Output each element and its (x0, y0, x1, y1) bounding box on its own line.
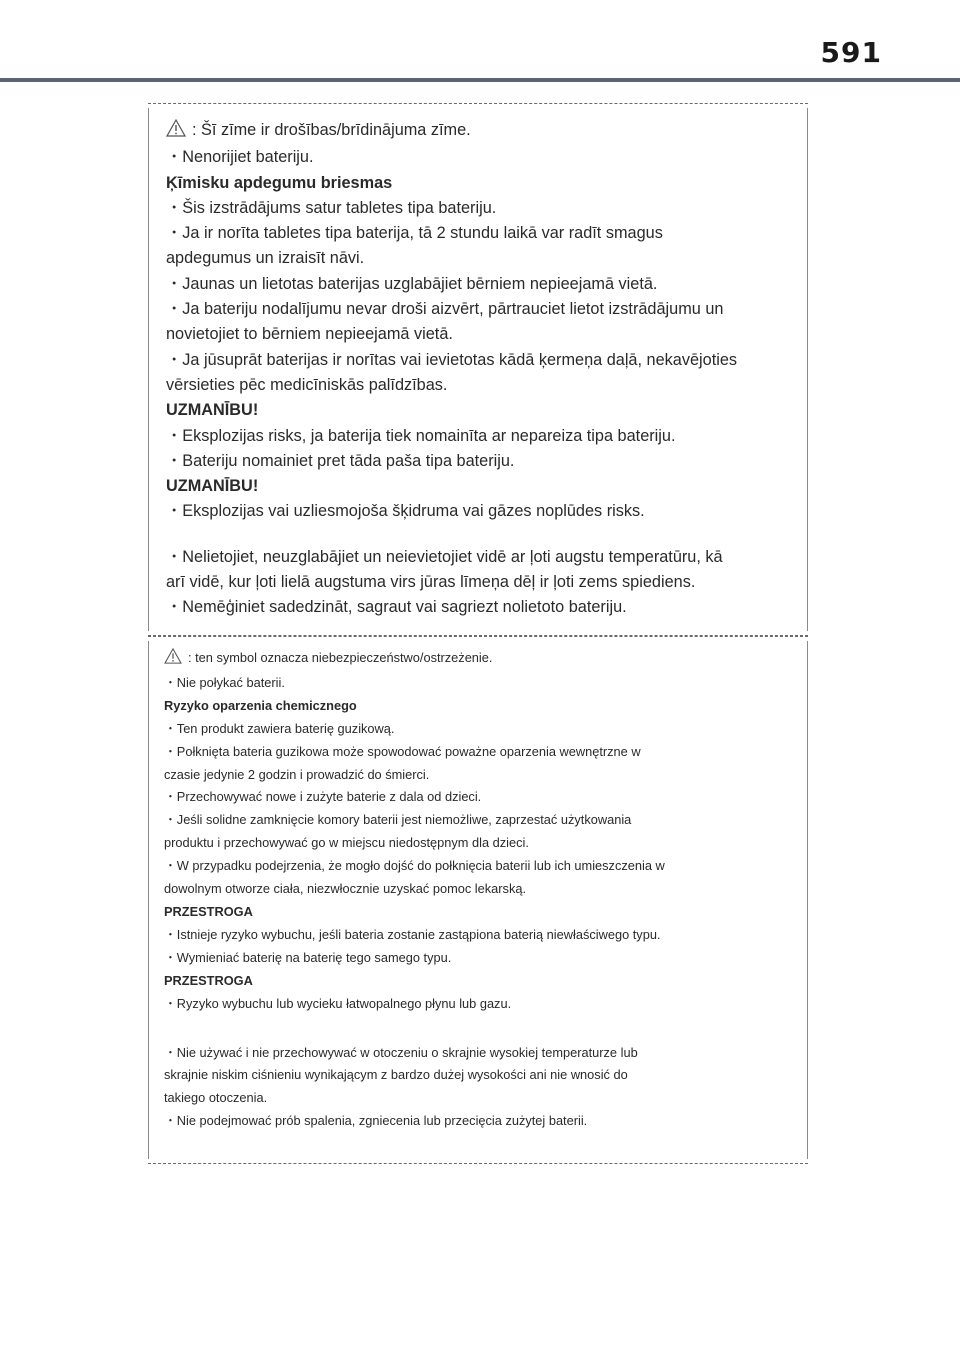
line-text: UZMANĪBU! (166, 401, 259, 420)
text-line (164, 718, 788, 741)
text-line (166, 145, 788, 170)
line-text: : Šī zīme ir drošības/brīdinājuma zīme. (192, 121, 471, 139)
line-text: takiego otoczenia. (164, 1090, 268, 1106)
text-line (164, 741, 788, 764)
warning-symbol-line (166, 118, 788, 145)
line-text: PRZESTROGA (164, 903, 253, 919)
line-text: arī vidē, kur ļoti lielā augstuma virs jūras līmeņa dēļ ir ļoti zems spiediens. (166, 573, 696, 592)
latvian-warning-panel (148, 103, 808, 636)
warning-triangle-icon (164, 648, 182, 672)
page-number: 591 (820, 36, 882, 69)
line-text: ・Wymieniać baterię na baterię tego samego typu. (164, 949, 452, 965)
line-text: apdegumus un izraisīt nāvi. (166, 249, 365, 268)
line-text: ・Šis izstrādājums satur tabletes tipa bateriju. (166, 198, 497, 217)
text-line (164, 878, 788, 901)
line-text: ・Bateriju nomainiet pret tāda paša tipa bateriju. (166, 451, 515, 470)
line-text: Ryzyko oparzenia chemicznego (164, 697, 357, 713)
line-text: ・Nie używać i nie przechowywać w otoczeniu o skrajnie wysokiej temperaturze lub (164, 1044, 638, 1060)
line-text: ・Nemēģiniet sadedzināt, sagraut vai sagriezt nolietoto bateriju. (166, 598, 627, 617)
text-line (166, 499, 788, 524)
line-text: ・Nelietojiet, neuzglabājiet un neievietojiet vidē ar ļoti augstu temperatūru, kā (166, 547, 723, 566)
text-line (164, 1042, 788, 1065)
section-heading (164, 970, 788, 993)
line-text: ・Istnieje ryzyko wybuchu, jeśli bateria zostanie zastąpiona baterią niewłaściwego typu. (164, 926, 661, 942)
text-line (164, 1064, 788, 1087)
line-text: ・Nie połykać baterii. (164, 674, 285, 690)
line-text: ・Ten produkt zawiera baterię guzikową. (164, 720, 395, 736)
text-line (166, 246, 788, 271)
text-line (164, 993, 788, 1016)
line-text: novietojiet to bērniem nepieejamā vietā. (166, 325, 453, 344)
section-heading (164, 901, 788, 924)
text-line (166, 322, 788, 347)
text-line (164, 855, 788, 878)
section-heading (166, 171, 788, 196)
section-heading (164, 695, 788, 718)
text-line (164, 1110, 788, 1133)
line-text: ・Połknięta bateria guzikowa może spowodować poważne oparzenia wewnętrzne w (164, 743, 641, 759)
line-text: ・Nie podejmować prób spalenia, zgniecenia lub przecięcia zużytej baterii. (164, 1113, 588, 1129)
warning-symbol-line (164, 647, 788, 672)
text-line (166, 424, 788, 449)
line-text: ・Przechowywać nowe i zużyte baterie z dala od dzieci. (164, 789, 482, 805)
text-line (166, 196, 788, 221)
line-text: ・Ja bateriju nodalījumu nevar droši aizvērt, pārtrauciet lietot izstrādājumu un (166, 300, 724, 319)
line-text: : ten symbol oznacza niebezpieczeństwo/ostrzeżenie. (188, 650, 493, 665)
text-line (166, 348, 788, 373)
line-text: UZMANĪBU! (166, 477, 259, 496)
text-line (164, 786, 788, 809)
text-line (164, 924, 788, 947)
line-text: dowolnym otworze ciała, niezwłocznie uzyskać pomoc lekarską. (164, 881, 527, 897)
line-text: ・Eksplozijas vai uzliesmojoša šķidruma vai gāzes noplūdes risks. (166, 502, 645, 521)
text-line (164, 764, 788, 787)
text-line (166, 297, 788, 322)
section-heading (166, 398, 788, 423)
text-line (164, 672, 788, 695)
text-line (166, 570, 788, 595)
line-text: ・Nenorijiet bateriju. (166, 148, 314, 167)
line-text: ・W przypadku podejrzenia, że mogło dojść do połknięcia baterii lub ich umieszczenia w (164, 858, 665, 874)
line-text: ・Ja ir norīta tabletes tipa baterija, tā 2 stundu laikā var radīt smagus (166, 224, 663, 243)
text-line (166, 272, 788, 297)
text-line (166, 545, 788, 570)
text-line (164, 809, 788, 832)
header-rule (0, 78, 960, 82)
line-text: PRZESTROGA (164, 972, 253, 988)
line-text: czasie jedynie 2 godzin i prowadzić do śmierci. (164, 766, 430, 782)
text-line (164, 947, 788, 970)
line-text: ・Jeśli solidne zamknięcie komory baterii jest niemożliwe, zaprzestać użytkowania (164, 812, 632, 828)
text-line (164, 1087, 788, 1110)
line-text: Ķīmisku apdegumu briesmas (166, 173, 393, 192)
paragraph-gap (164, 1016, 788, 1042)
line-text: vērsieties pēc medicīniskās palīdzības. (166, 375, 448, 394)
text-line (166, 595, 788, 620)
line-text: produktu i przechowywać go w miejscu niedostępnym dla dzieci. (164, 835, 529, 851)
line-text: ・Ja jūsuprāt baterijas ir norītas vai ievietotas kādā ķermeņa daļā, nekavējoties (166, 350, 738, 369)
text-line (166, 221, 788, 246)
line-text: skrajnie niskim ciśnieniu wynikającym z bardzo dużej wysokości ani nie wnosić do (164, 1067, 628, 1083)
warning-triangle-icon (166, 119, 186, 145)
line-text: ・Jaunas un lietotas baterijas uzglabājiet bērniem nepieejamā vietā. (166, 274, 658, 293)
line-text: ・Ryzyko wybuchu lub wycieku łatwopalnego płynu lub gazu. (164, 995, 512, 1011)
section-heading (166, 474, 788, 499)
polish-warning-panel (148, 636, 808, 1164)
line-text: ・Eksplozijas risks, ja baterija tiek nomainīta ar nepareiza tipa bateriju. (166, 426, 676, 445)
paragraph-gap (166, 525, 788, 545)
text-line (166, 449, 788, 474)
text-line (164, 832, 788, 855)
text-line (166, 373, 788, 398)
